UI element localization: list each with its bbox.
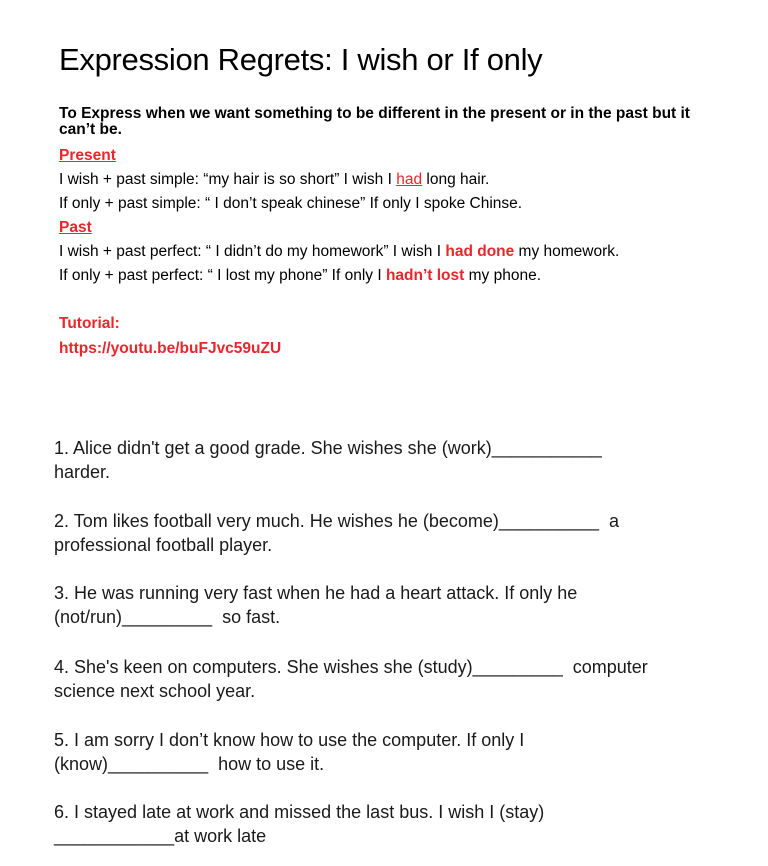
past-heading-label: Past	[59, 219, 92, 236]
present-heading	[59, 147, 116, 165]
tutorial-label: Tutorial:	[59, 315, 120, 332]
present-heading-label: Present	[59, 147, 116, 164]
exercise-1: 1. Alice didn't get a good grade. She wishes she (work)___________ harder.	[54, 438, 602, 482]
highlight-had: had	[396, 171, 423, 188]
exercise-4: 4. She's keen on computers. She wishes she (study)_________ computer science next school year.	[54, 657, 648, 701]
present-rule-2: If only + past simple: “ I don’t speak chinese” If only I spoke Chinse.	[59, 195, 523, 212]
past-heading	[59, 219, 92, 237]
exercise-2: 2. Tom likes football very much. He wishes he (become)__________ a professional football player.	[54, 511, 619, 555]
past-rule-1: I wish + past perfect: “ I didn’t do my homework” I wish I had done my homework.	[59, 243, 620, 260]
exercise-5: 5. I am sorry I don’t know how to use the computer. If only I (know)__________ how to use it.	[54, 730, 525, 774]
intro-text: To Express when we want something to be different in the present or in the past but it can’t be.	[59, 105, 690, 138]
tutorial-link[interactable]: https://youtu.be/buFJvc59uZU	[59, 340, 282, 357]
exercise-3: 3. He was running very fast when he had a heart attack. If only he (not/run)_________ so fast.	[54, 583, 578, 627]
highlight-had-done: had done	[445, 243, 515, 260]
page-title: Expression Regrets: I wish or If only	[59, 42, 543, 77]
present-rule-1: I wish + past simple: “my hair is so short” I wish I had long hair.	[59, 171, 490, 188]
past-rule-2: If only + past perfect: “ I lost my phone” If only I hadn’t lost my phone.	[59, 267, 541, 284]
exercise-6: 6. I stayed late at work and missed the last bus. I wish I (stay) ____________at work late	[54, 802, 545, 846]
highlight-hadnt-lost: hadn’t lost	[385, 267, 465, 284]
